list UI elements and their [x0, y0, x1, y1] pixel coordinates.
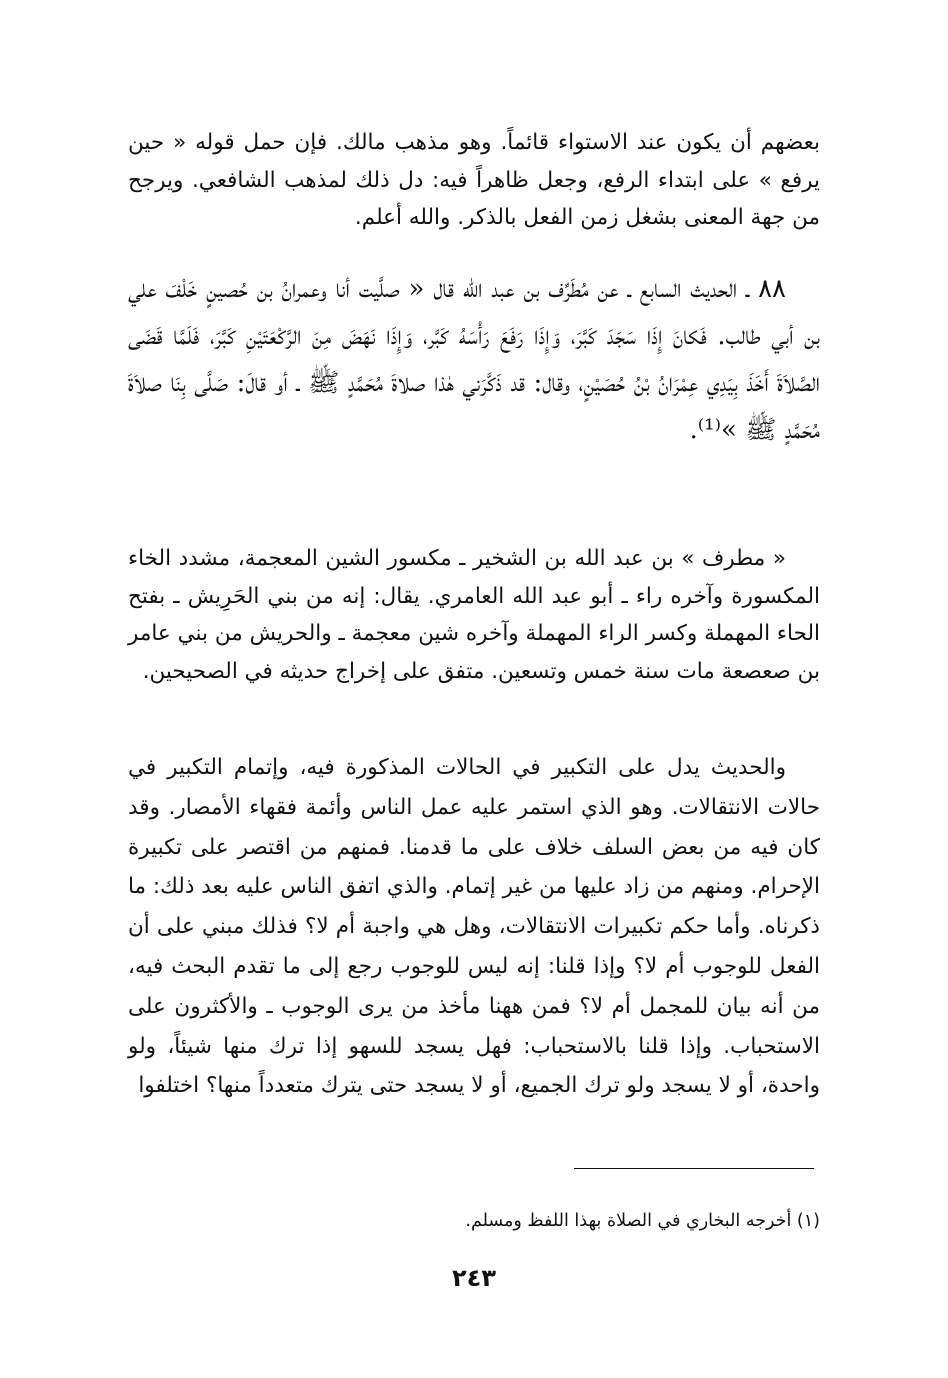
paragraph-hadith-88: ٨٨ ـ الحديث السابع ـ عن مُطَرِّف بن عبد الله قال « صلَّيت أنا وعمرانُ بن حُصينٍ خَلْفَ علي بن أبي طالب. فَكانَ إِذَا سَجَدَ كَبَّرَ، وَإِذَا رَفَعَ رَأْسَهُ كَبَّر، وَإِذَا نَهَضَ مِنَ الرَّكْعَتَيْنِ كَبَّرَ، فَلَمَّا قَضَى الصَّلاَةَ أَخَذَ بِيَدِي عِمْرَانُ بْنُ حُصَيْنٍ، وقال: قد ذَكَّرَني هٰذا صلاةَ مُحَمَّدٍ ﷺ ـ أو قالَ: صَلَّى بِنَا صلاَةَ مُحَمَّدٍ ﷺ »⁽¹⁾. [128, 274, 820, 445]
footnote: (١) أخرجه البخاري في الصلاة بهذا اللفظ ومسلم. [465, 1211, 820, 1231]
paragraph-narrator-note: « مطرف » بن عبد الله بن الشخير ـ مكسور الشين المعجمة، مشدد الخاء المكسورة وآخره راء ـ أبو عبد الله العامري. يقال: إنه من بني الحَرِيش ـ بفتح الحاء المهملة وكسر الراء المهملة وآخره شين معجمة ـ والحريش من بني عامر بن صعصعة مات سنة خمس وتسعين. متفق على إخراج حديثه في الصحيحين. [128, 546, 820, 684]
footnote-divider [574, 1168, 814, 1169]
paragraph-commentary: والحديث يدل على التكبير في الحالات المذكورة فيه، وإتمام التكبير في حالات الانتقالات. وهو الذي استمر عليه عمل الناس وأئمة فقهاء الأمصار. وقد كان فيه من بعض السلف خلاف على ما قدمنا. فمنهم من اقتصر على تكبيرة الإحرام. ومنهم من زاد عليها من غير إتمام. والذي اتفق الناس عليه بعد ذلك: ما ذكرناه. وأما حكم تكبيرات الانتقالات، وهل هي واجبة أم لا؟ فذلك مبني على أن الفعل للوجوب أم لا؟ وإذا قلنا: إنه ليس للوجوب رجع إلى ما تقدم البحث فيه، من أنه بيان للمجمل أم لا؟ فمن ههنا مأخذ من يرى الوجوب ـ والأكثرون على الاستحباب. وإذا قلنا بالاستحباب: فهل يسجد للسهو إذا ترك منها شيئاً، ولو واحدة، أو لا يسجد ولو ترك الجميع، أو لا يسجد حتى يترك متعدداً منها؟ اختلفوا [128, 755, 820, 1099]
page-number: ٢٤٣ [452, 1264, 496, 1292]
paragraph-intro: بعضهم أن يكون عند الاستواء قائماً. وهو مذهب مالك. فإن حمل قوله « حين يرفع » على ابتداء الرفع، وجعل ظاهراً فيه: دل ذلك لمذهب الشافعي. ويرجح من جهة المعنى بشغل زمن الفعل بالذكر. والله أعلم. [128, 130, 820, 230]
